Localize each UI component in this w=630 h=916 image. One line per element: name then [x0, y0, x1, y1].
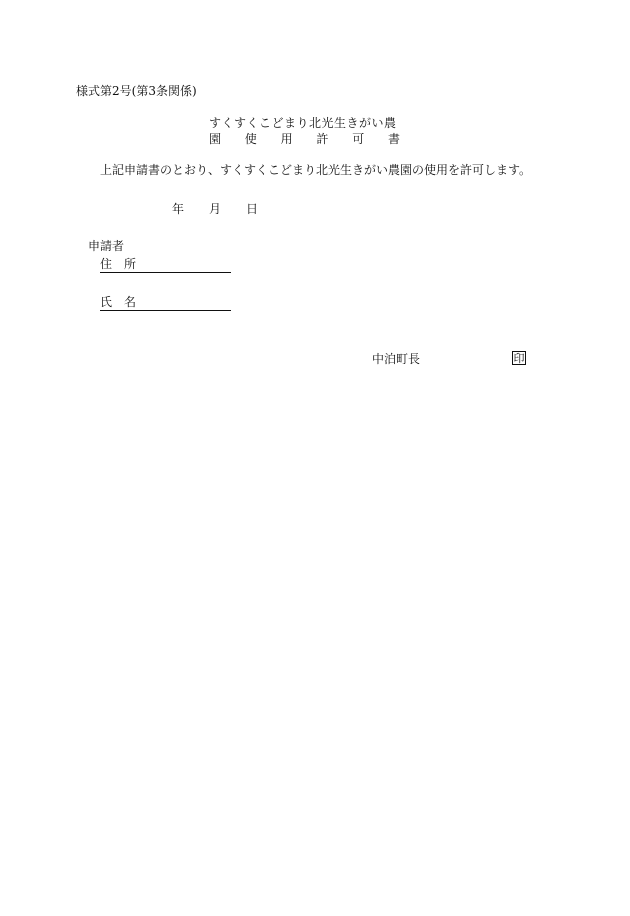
- name-label-char: 名: [123, 295, 136, 309]
- document-title-line1: すくすくこどまり北光生きがい農: [209, 116, 397, 130]
- applicant-label: 申請者: [88, 239, 125, 253]
- seal-mark: [512, 351, 526, 365]
- date-month-label: 月: [209, 202, 222, 216]
- address-label-char: 住: [100, 257, 113, 271]
- address-label-char: 所: [123, 257, 136, 271]
- seal-char: 印: [513, 351, 525, 365]
- title-char: 許: [316, 132, 329, 146]
- name-label-char: 氏: [100, 295, 113, 309]
- address-field: [100, 258, 231, 273]
- address-label: [100, 258, 136, 270]
- document-title-line2: [209, 133, 400, 145]
- date-day-label: 日: [246, 202, 259, 216]
- title-char: 可: [352, 132, 365, 146]
- name-field: [100, 296, 231, 311]
- title-char: 園: [209, 132, 222, 146]
- date-line: [172, 203, 258, 215]
- issuer-label: 中泊町長: [372, 352, 421, 366]
- date-year-label: 年: [172, 202, 185, 216]
- permission-statement: 上記申請書のとおり、すくすくこどまり北光生きがい農園の使用を許可します。: [100, 163, 532, 177]
- form-number: 様式第2号(第3条関係): [76, 84, 197, 98]
- name-label: [100, 296, 136, 308]
- title-char: 書: [387, 132, 400, 146]
- title-char: 用: [280, 132, 293, 146]
- title-char: 使: [244, 132, 257, 146]
